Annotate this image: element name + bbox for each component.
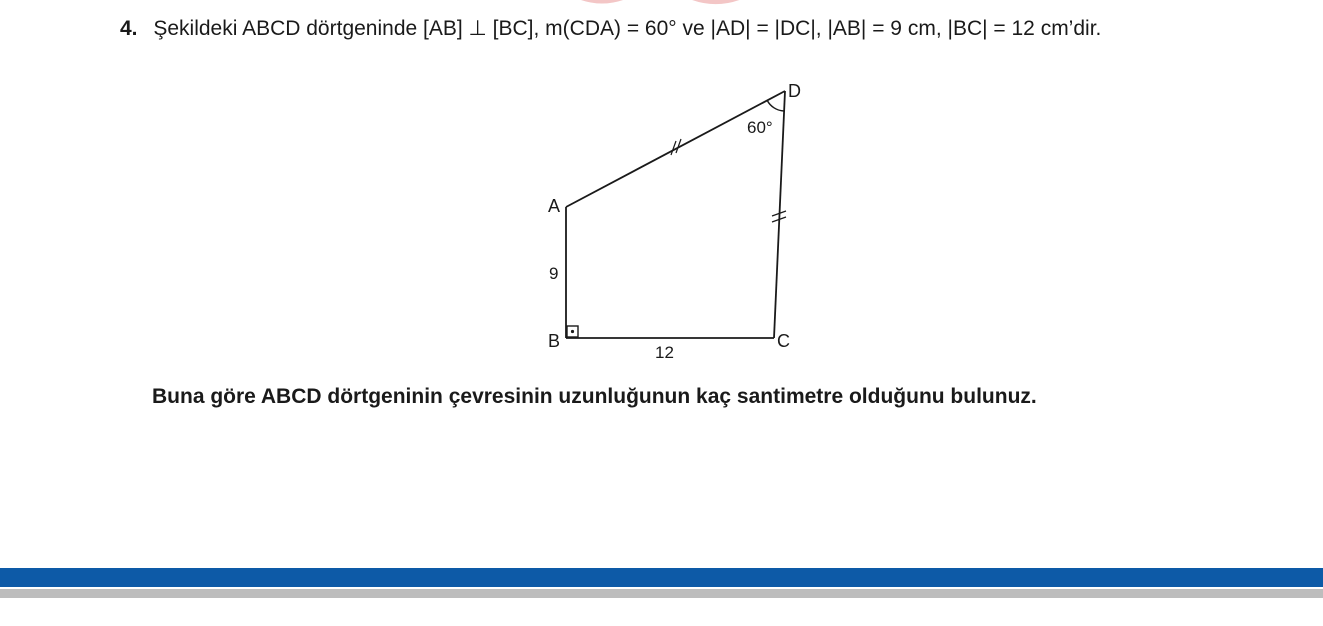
vertex-label-a: A: [548, 196, 561, 216]
footer-bar-blue: [0, 568, 1323, 587]
vertex-label-d: D: [788, 81, 801, 101]
question-statement: [120, 15, 1101, 43]
angle-label-d: 60°: [747, 118, 773, 137]
right-angle-dot: [571, 330, 574, 333]
question-number: 4.: [120, 17, 138, 40]
question-text: Şekildeki ABCD dörtgeninde [AB] ⊥ [BC], m(CDA) = 60° ve |AD| = |DC|, |AB| = 9 cm, |BC| = 12 cm’dir.: [153, 17, 1102, 40]
question-prompt: Buna göre ABCD dörtgeninin çevresinin uzunluğunun kaç santimetre olduğunu bulunuz.: [152, 385, 1037, 408]
watermark-decoration: [560, 0, 760, 8]
side-da: [566, 91, 785, 207]
side-label-bc: 12: [655, 343, 674, 362]
side-label-ab: 9: [549, 264, 559, 283]
tick-ad-1: [671, 141, 676, 155]
angle-arc-d: [767, 100, 784, 111]
quadrilateral-figure: [520, 70, 840, 370]
vertex-label-b: B: [548, 331, 561, 351]
footer-bar-gray: [0, 589, 1323, 598]
vertex-label-c: C: [777, 331, 790, 351]
